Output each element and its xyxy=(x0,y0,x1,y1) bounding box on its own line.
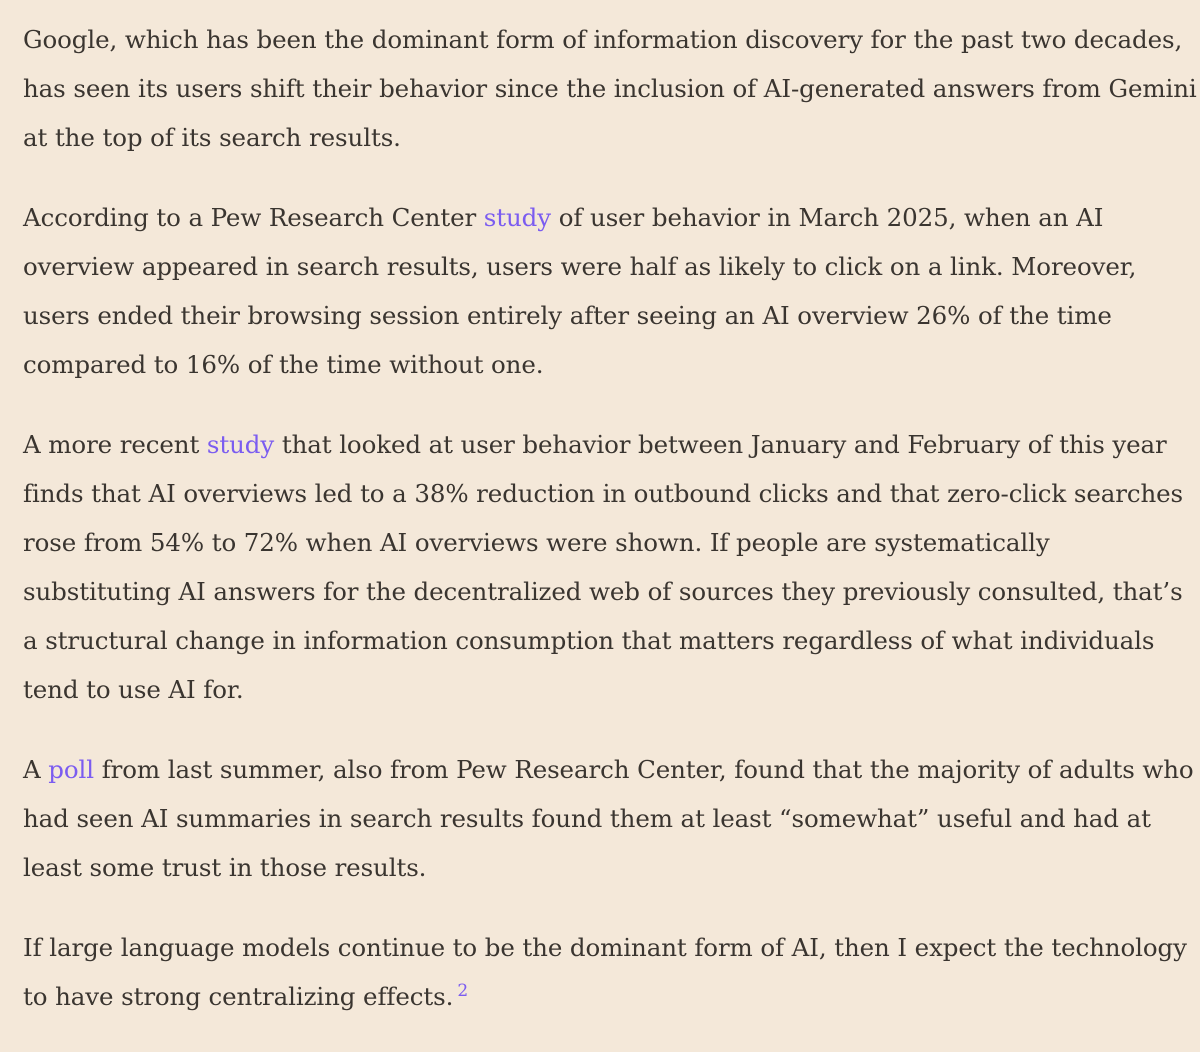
recent-study-link[interactable]: study xyxy=(206,430,275,459)
pew-study-link[interactable]: study xyxy=(483,203,552,232)
paragraph-poll xyxy=(23,745,1198,892)
paragraph-text: from last summer, also from Pew Research Center, found that the majority of adults who had seen AI summaries in search results found them at least “somewhat” useful and had at least some trust in those results. xyxy=(23,755,1194,882)
paragraph-text: Google, which has been the dominant form of information discovery for the past two decades, has seen its users shift their behavior since the inclusion of AI-generated answers from Gemini at the top of its search results. xyxy=(23,25,1197,152)
article-body xyxy=(23,15,1198,1052)
paragraph-pew-study xyxy=(23,193,1198,389)
paragraph-text: that looked at user behavior between January and February of this year finds that AI overviews led to a 38% reduction in outbound clicks and that zero-click searches rose from 54% to 72% when AI overviews were shown. If people are systematically substituting AI answers for the decentralized web of sources they previously consulted, that’s a structural change in information consumption that matters regardless of what individuals tend to use AI for. xyxy=(23,430,1184,704)
paragraph-llm-centralizing xyxy=(23,923,1198,1021)
paragraph-text: If large language models continue to be the dominant form of AI, then I expect the technology to have strong centralizing effects. xyxy=(23,933,1187,1011)
footnote-ref-2[interactable]: 2 xyxy=(457,980,469,1001)
poll-link[interactable]: poll xyxy=(48,755,94,784)
paragraph-text: of user behavior in March 2025, when an AI overview appeared in search results, users were half as likely to click on a link. Moreover, users ended their browsing session entirely after seeing an AI overview 26% of the time compared to 16% of the time without one. xyxy=(23,203,1137,379)
paragraph-text: According to a Pew Research Center xyxy=(23,203,484,232)
paragraph-google xyxy=(23,15,1198,162)
paragraph-text: A xyxy=(23,755,49,784)
paragraph-text: A more recent xyxy=(23,430,207,459)
paragraph-recent-study xyxy=(23,420,1198,714)
